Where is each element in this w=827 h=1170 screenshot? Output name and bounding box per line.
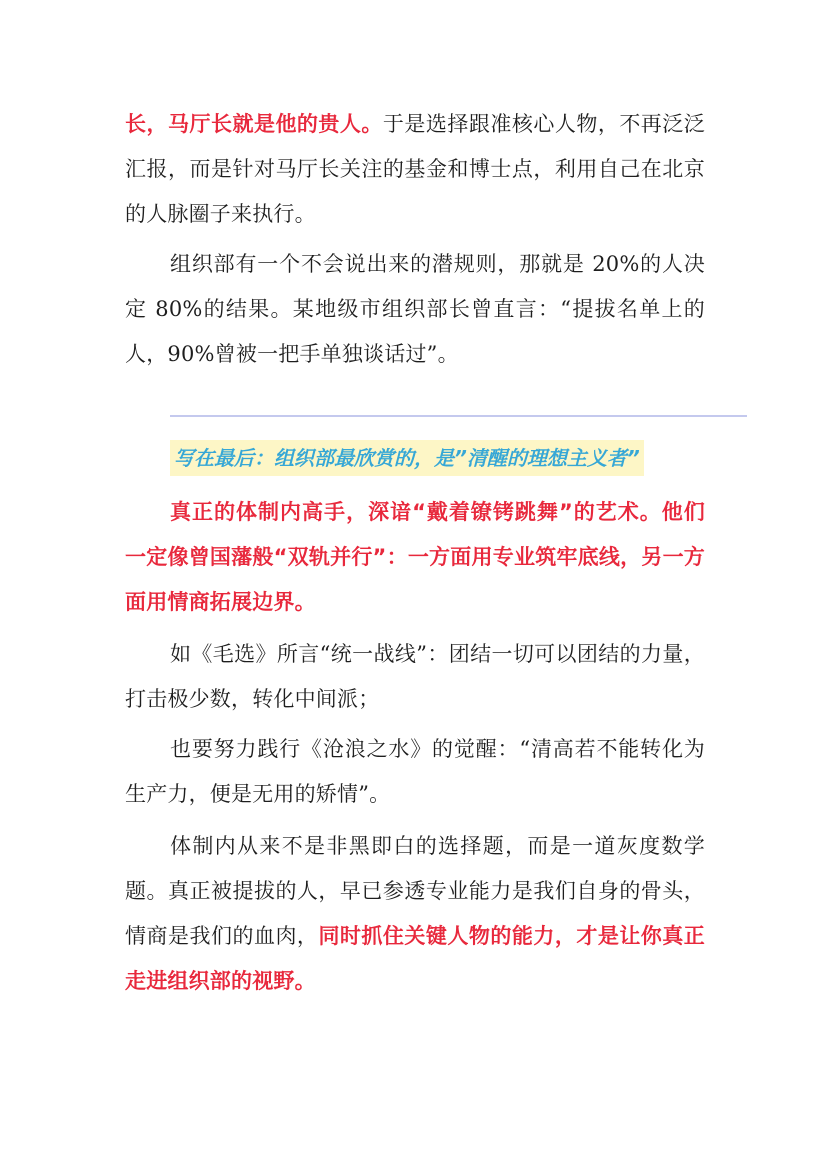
body-text: 于是选择跟准核心人物，不再泛泛汇报，而是针对马厅长关注的基金和博士点，利用自己在北京的人脉圈子来执行。	[125, 112, 705, 226]
paragraph-mentor	[125, 102, 705, 237]
paragraph-awakening	[125, 727, 705, 817]
body-text: 体制内从来不是非黑即白的选择题，而是一道灰度数学题。真正被提拔的人，早已参透专业能力是我们自身的骨头，情商是我们的血肉，	[125, 834, 705, 948]
section-divider	[170, 415, 747, 417]
body-text: 组织部有一个不会说出来的潜规则，那就是 20%的人决定 80%的结果。某地级市组织部长曾直言：“提拔名单上的人，90%曾被一把手单独谈话过”。	[125, 252, 705, 366]
section-heading: 写在最后：组织部最欣赏的，是”清醒的理想主义者”	[170, 440, 644, 476]
body-text: 也要努力践行《沧浪之水》的觉醒：“清高若不能转化为生产力，便是无用的矫情”。	[125, 737, 705, 806]
emphasis-text: 长，马厅长就是他的贵人。	[125, 112, 383, 136]
paragraph-unwritten-rule	[125, 242, 705, 377]
paragraph-expert-emphasis	[125, 490, 705, 625]
emphasis-text: 真正的体制内高手，深谙“戴着镣铐跳舞”的艺术。他们一定像曾国藩般“双轨并行”：一方面用专业筑牢底线，另一方面用情商拓展边界。	[125, 500, 705, 614]
paragraph-conclusion	[125, 824, 705, 1004]
body-text: 如《毛选》所言“统一战线”：团结一切可以团结的力量，打击极少数，转化中间派；	[125, 642, 705, 711]
emphasis-text: 同时抓住关键人物的能力，才是让你真正走进组织部的视野。	[125, 924, 705, 993]
paragraph-united-front	[125, 632, 705, 722]
